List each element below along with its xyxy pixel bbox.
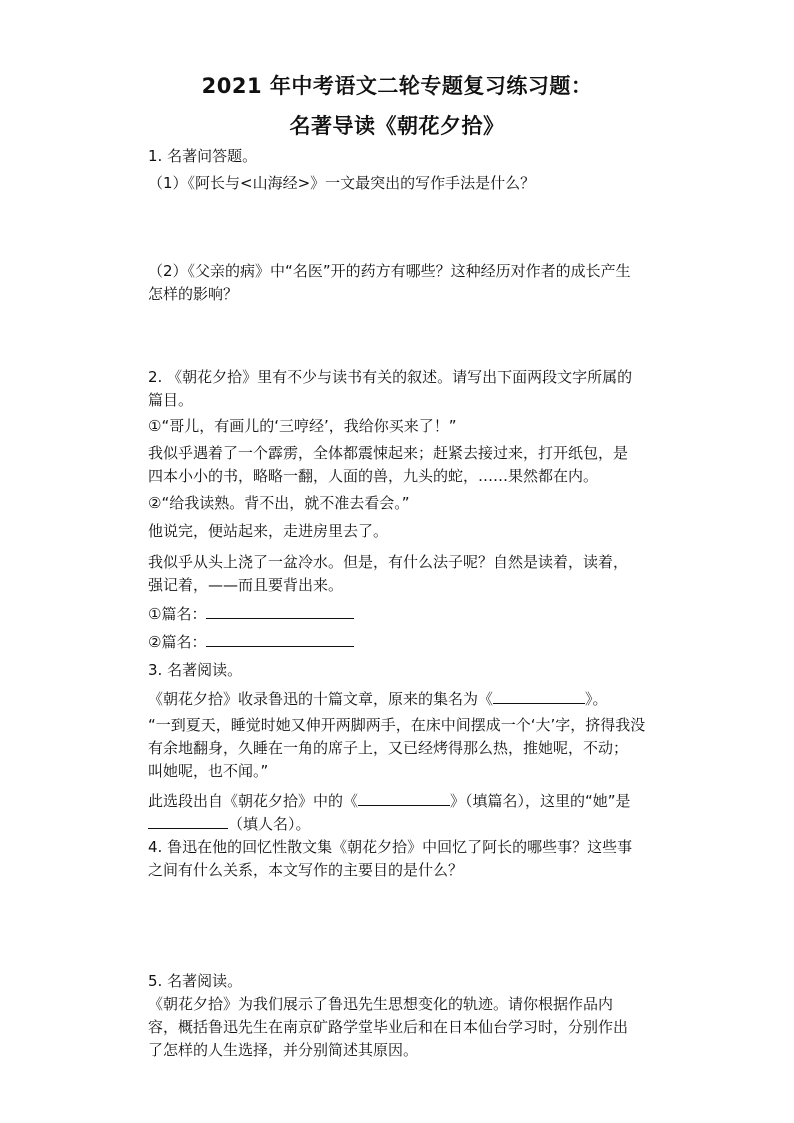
q2-answer-2-blank[interactable] (206, 630, 354, 647)
q5-line1: 《朝花夕拾》为我们展示了鲁迅先生思想变化的轨迹。请你根据作品内 (148, 995, 614, 1013)
q2-passage-5-line2: 强记着，——而且要背出来。 (148, 576, 344, 594)
q5-line2: 容，概括鲁迅先生在南京矿路学堂毕业后和在日本仙台学习时，分别作出 (148, 1018, 629, 1036)
q2-passage-4: 他说完，便站起来，走进房里去了。 (148, 522, 389, 540)
q3-ask-line1 (148, 789, 631, 812)
q3-heading: 3. 名著阅读。 (148, 661, 243, 679)
q3-quote-line1: “一到夏天，睡觉时她又伸开两脚两手，在床中间摆成一个‘大’字，挤得我没 (148, 716, 646, 734)
q1-heading: 1. 名著问答题。 (148, 147, 258, 165)
q2-passage-3: ②“给我读熟。背不出，就不准去看会。” (148, 494, 410, 512)
q2-answer-1 (148, 602, 354, 625)
q4-line1: 4. 鲁迅在他的回忆性散文集《朝花夕拾》中回忆了阿长的哪些事？这些事 (148, 838, 633, 856)
q2-answer-1-blank[interactable] (206, 602, 354, 619)
q3-quote-line2: 有余地翻身，久睡在一角的席子上，又已经烤得那么热，推她呢，不动； (148, 739, 629, 757)
q2-passage-2-line1: 我似乎遇着了一个霹雳，全体都震悚起来；赶紧去接过来，打开纸包，是 (148, 444, 629, 462)
q2-answer-2-label: ②篇名： (148, 633, 207, 651)
q5-heading: 5. 名著阅读。 (148, 972, 243, 990)
q3-person-name-blank[interactable] (148, 812, 228, 829)
document-title-line2: 名著导读《朝花夕拾》 (289, 114, 505, 138)
q2-passage-1: ①“哥儿，有画儿的‘三哼经’，我给你买来了！” (148, 417, 457, 435)
q2-heading-line1: 2. 《朝花夕拾》里有不少与读书有关的叙述。请写出下面两段文字所属的 (148, 368, 633, 386)
q3-ask-middle: 》（填篇名），这里的“她”是 (450, 792, 631, 810)
q2-answer-1-label: ①篇名： (148, 605, 207, 623)
q1-part2-line1: （2）《父亲的病》中“名医”开的药方有哪些？这种经历对作者的成长产生 (148, 262, 631, 280)
q3-collection-name-blank[interactable] (493, 687, 585, 704)
q2-heading-line2: 篇目。 (148, 391, 194, 409)
q2-passage-2-line2: 四本小小的书，略略一翻，人面的兽，九头的蛇，……果然都在内。 (148, 467, 599, 485)
document-title-line1: 2021 年中考语文二轮专题复习练习题： (201, 74, 593, 98)
q4-line2: 之间有什么关系，本文写作的主要目的是什么？ (148, 861, 464, 879)
q1-part1: （1）《阿长与<山海经>》一文最突出的写作手法是什么？ (148, 174, 536, 192)
q2-passage-5-line1: 我似乎从头上浇了一盆冷水。但是，有什么法子呢？自然是读着，读着， (148, 553, 629, 571)
q3-ask-suffix: （填人名）。 (228, 815, 311, 833)
q5-line3: 了怎样的人生选择，并分别简述其原因。 (148, 1041, 419, 1059)
q3-essay-title-blank[interactable] (358, 789, 450, 806)
q1-part2-line2: 怎样的影响？ (148, 285, 239, 303)
q2-answer-2 (148, 630, 354, 653)
q3-intro-suffix: 》。 (585, 690, 608, 708)
q3-quote-line3: 叫她呢，也不闻。” (148, 762, 269, 780)
q3-ask-line2 (148, 812, 311, 835)
q3-intro (148, 687, 608, 710)
q3-intro-prefix: 《朝花夕拾》收录鲁迅的十篇文章，原来的集名为《 (148, 690, 494, 708)
q3-ask-prefix: 此选段出自《朝花夕拾》中的《 (148, 792, 359, 810)
